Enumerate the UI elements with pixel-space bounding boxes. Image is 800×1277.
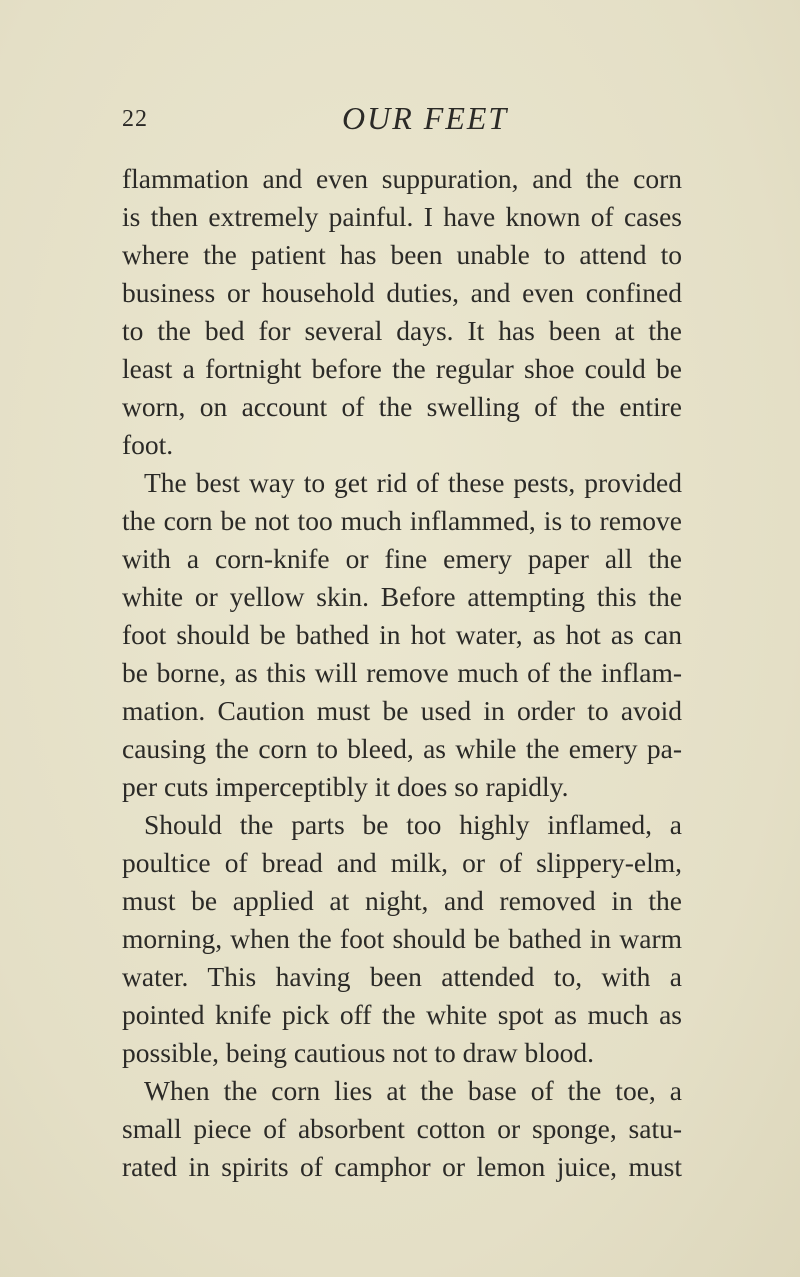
body-text [122, 160, 682, 1186]
text-line: with a corn-knife or fine emery paper all the [122, 543, 682, 574]
text-line: possible, being cautious not to draw blood. [122, 1037, 595, 1068]
text-line: is then extremely painful. I have known of cases [122, 201, 682, 232]
text-line: rated in spirits of camphor or lemon juice, must [122, 1151, 682, 1182]
running-head: OUR FEET [342, 100, 509, 136]
text-line: mation. Caution must be used in order to avoid [122, 695, 682, 726]
text-line: small piece of absorbent cotton or sponge, satu- [122, 1113, 682, 1144]
text-line: business or household duties, and even confined [122, 277, 682, 308]
text-line: Should the parts be too highly inflamed, a [144, 809, 682, 840]
text-line: least a fortnight before the regular shoe could be [122, 353, 682, 384]
page-header [122, 100, 682, 140]
text-line: foot should be bathed in hot water, as hot as can [122, 619, 682, 650]
text-line: per cuts imperceptibly it does so rapidly. [122, 771, 569, 802]
text-line: the corn be not too much inflammed, is to remove [122, 505, 682, 536]
text-line: worn, on account of the swelling of the entire [122, 391, 682, 422]
text-line: foot. [122, 429, 174, 460]
text-line: water. This having been attended to, with a [122, 961, 682, 992]
text-line: morning, when the foot should be bathed in warm [122, 923, 682, 954]
text-line: When the corn lies at the base of the toe, a [144, 1075, 682, 1106]
text-line: The best way to get rid of these pests, provided [144, 467, 682, 498]
text-line: flammation and even suppuration, and the corn [122, 163, 682, 194]
text-line: causing the corn to bleed, as while the emery pa- [122, 733, 682, 764]
text-line: to the bed for several days. It has been at the [122, 315, 682, 346]
text-line: white or yellow skin. Before attempting this the [122, 581, 682, 612]
text-line: where the patient has been unable to attend to [122, 239, 682, 270]
page-number: 22 [122, 106, 148, 132]
text-line: poultice of bread and milk, or of slippery-elm, [122, 847, 682, 878]
text-line: be borne, as this will remove much of the inflam- [122, 657, 682, 688]
text-line: pointed knife pick off the white spot as much as [122, 999, 682, 1030]
text-line: must be applied at night, and removed in the [122, 885, 682, 916]
